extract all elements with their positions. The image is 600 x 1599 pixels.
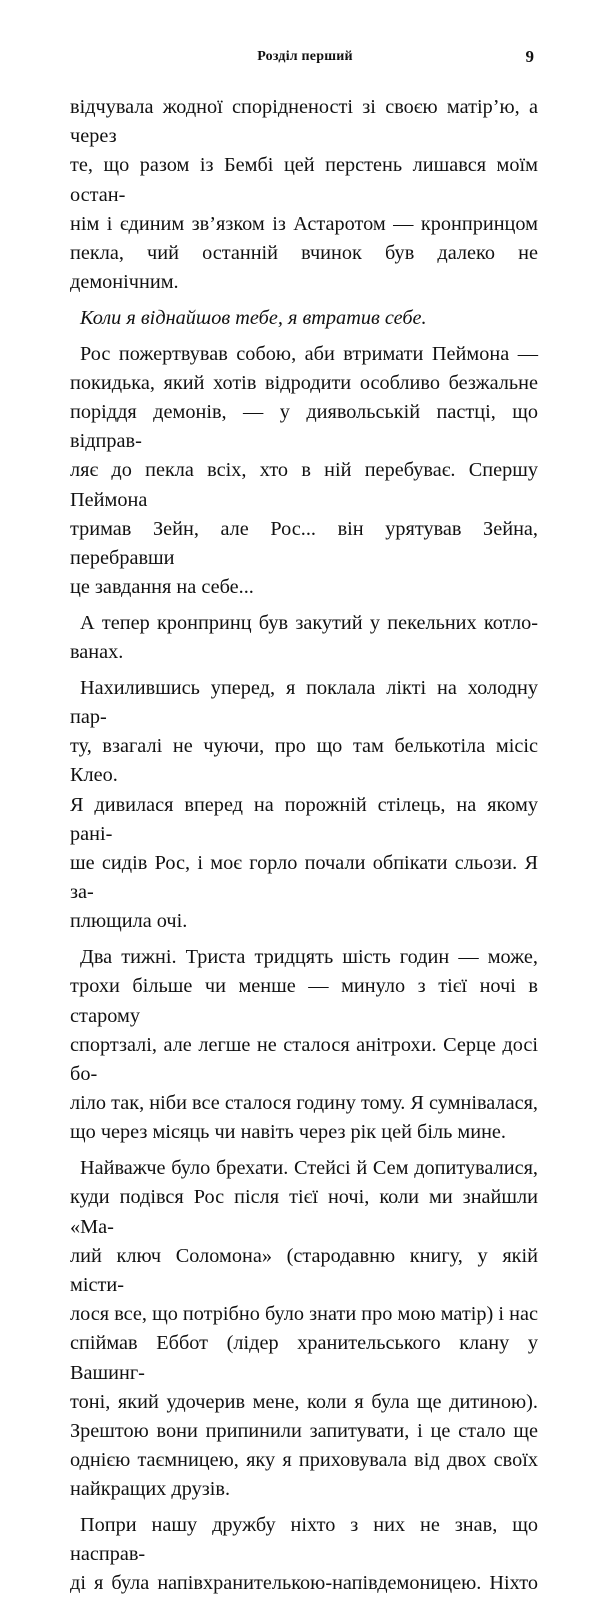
text-line: поріддя демонів, — у диявольській пастці, що відправ-	[70, 401, 538, 453]
text-line: відчувала жодної спорідненості зі своєю матір’ю, а через	[70, 96, 538, 148]
paragraph-2-italic	[70, 304, 538, 333]
text-line: нім і єдиним зв’язком із Астаротом — кронпринцом	[70, 212, 538, 235]
text-line: А тепер кронпринц був закутий у пекельних котло-	[80, 611, 538, 634]
text-line: це завдання на себе...	[70, 576, 254, 599]
text-line: спіймав Еббот (лідер хранительського клану у Вашинг-	[70, 1332, 538, 1384]
text-line: однією таємницею, яку я приховувала від двох своїх	[70, 1449, 538, 1472]
text-line: тримав Зейн, але Рос... він урятував Зейна, перебравши	[70, 517, 538, 570]
text-line: Коли я віднайшов тебе, я втратив себе.	[80, 306, 427, 329]
text-line: Два тижні. Триста тридцять шість годин — може,	[80, 946, 538, 969]
text-line: плющила очі.	[70, 910, 188, 933]
text-line: покидька, який хотів відродити особливо безжальне	[70, 371, 538, 394]
text-line: куди подівся Рос після тієї ночі, коли ми знайшли «Ма-	[70, 1186, 538, 1238]
paragraph-5	[70, 674, 538, 937]
page-number: 9	[525, 47, 534, 66]
text-line: Я дивилася вперед на порожній стілець, на якому рані-	[70, 793, 538, 845]
paragraph-7	[70, 1154, 538, 1504]
text-line: те, що разом із Бембі цей перстень лишався моїм остан-	[70, 154, 538, 206]
text-line: найкращих друзів.	[70, 1478, 231, 1501]
paragraph-8	[70, 1511, 538, 1599]
text-line: Зрештою вони припинили запитувати, і це стало ще	[70, 1419, 538, 1442]
text-line: Нахилившись уперед, я поклала лікті на холодну пар-	[70, 676, 538, 729]
text-line: трохи більше чи менше — минуло з тієї ночі в старому	[70, 975, 538, 1027]
text-line: лий ключ Соломона» (стародавню книгу, у якій місти-	[70, 1244, 538, 1296]
text-line: спортзалі, але легше не сталося анітрохи. Серце досі бо-	[70, 1033, 538, 1085]
paragraph-3	[70, 340, 538, 603]
paragraph-1	[70, 93, 538, 297]
text-line: ту, взагалі не чуючи, про що там белькотіла місіс Клео.	[70, 735, 538, 787]
text-line: Найважче було брехати. Стейсі й Сем допитувалися,	[80, 1157, 538, 1180]
text-line: пекла, чий останній вчинок був далеко не демонічним.	[70, 242, 538, 294]
text-line: що через місяць чи навіть через рік цей біль мине.	[70, 1121, 507, 1144]
text-line: ше сидів Рос, і моє горло почали обпікати сльози. Я за-	[70, 852, 538, 904]
text-line: лося все, що потрібно було знати про мою матір) і нас	[70, 1303, 538, 1326]
text-line: Попри нашу дружбу ніхто з них не знав, що насправ-	[70, 1514, 538, 1566]
paragraph-4	[70, 609, 538, 667]
text-line: Рос пожертвував собою, аби втримати Пеймона —	[80, 342, 538, 365]
text-line: ліло так, ніби все сталося годину тому. Я сумнівалася,	[70, 1092, 538, 1115]
page-header	[70, 49, 540, 73]
text-line: ванах.	[70, 641, 124, 664]
body-text	[70, 93, 538, 1599]
text-line: ляє до пекла всіх, хто в ній перебуває. Спершу Пеймона	[70, 459, 538, 511]
running-head: Розділ перший	[257, 49, 353, 64]
text-line: ді я була напівхранителькою-напівдемоницею. Ніхто	[70, 1572, 538, 1595]
text-line: тоні, який удочерив мене, коли я була ще дитиною).	[70, 1390, 538, 1413]
paragraph-6	[70, 943, 538, 1147]
